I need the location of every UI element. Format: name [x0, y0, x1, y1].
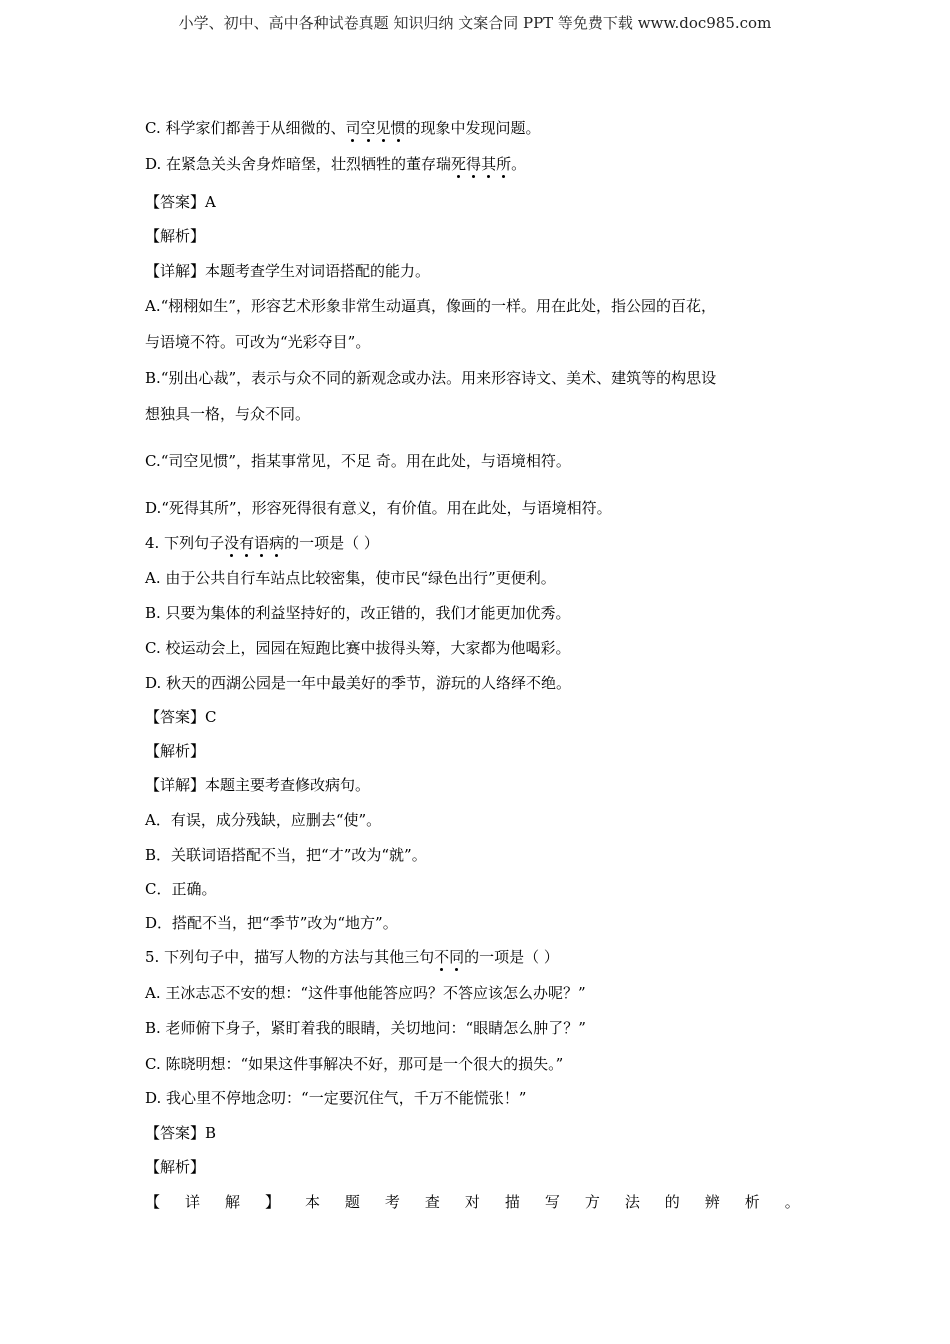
emphasis-char: 司 — [345, 119, 361, 137]
q5-option-b: B. 老师俯下身子，紧盯着我的眼睛，关切地问：“眼睛怎么肿了？” — [145, 1019, 586, 1037]
q3-answer: 【答案】A — [145, 193, 216, 211]
emphasis-char: 空 — [360, 119, 376, 137]
page-header: 小学、初中、高中各种试卷真题 知识归纳 文案合同 PPT 等免费下载 www.doc985.com — [178, 14, 772, 32]
emphasis-char: 死 — [451, 155, 467, 173]
emphasis-char: 不 — [434, 948, 450, 966]
emphasis-char: 语 — [254, 534, 270, 552]
q3-explain-a-2: 与语境不符。可改为“光彩夺目”。 — [145, 333, 371, 351]
q4-option-d: D. 秋天的西湖公园是一年中最美好的季节，游玩的人络绎不绝。 — [145, 674, 572, 692]
q5-option-c: C. 陈晓明想：“如果这件事解决不好，那可是一个很大的损失。” — [145, 1055, 564, 1073]
q5-stem: 5. 下列句子中，描写人物的方法与其他三句不同的一项是（ ） — [145, 948, 559, 966]
q4-option-b: B. 只要为集体的利益坚持好的，改正错的，我们才能更加优秀。 — [145, 604, 571, 622]
q4-answer: 【答案】C — [145, 708, 217, 726]
q4-stem: 4. 下列句子没有语病的一项是（ ） — [145, 534, 379, 552]
q5-option-a: A. 王冰志忑不安的想：“这件事他能答应吗？不答应该怎么办呢？” — [145, 984, 586, 1002]
emphasis-char: 有 — [239, 534, 255, 552]
emphasis-char: 得 — [466, 155, 482, 173]
q3-explain-a-1: A.“栩栩如生”，形容艺术形象非常生动逼真，像画的一样。用在此处，指公园的百花， — [145, 297, 716, 315]
q3-option-c: C. 科学家们都善于从细微的、司空见惯的现象中发现问题。 — [145, 119, 541, 137]
q3-explain-d: D.“死得其所”，形容死得很有意义，有价值。用在此处，与语境相符。 — [145, 499, 612, 517]
q3-explain-b-1: B.“别出心裁”，表示与众不同的新观念或办法。用来形容诗文、美术、建筑等的构思设 — [145, 369, 717, 387]
emphasis-char: 惯 — [390, 119, 406, 137]
q5-answer: 【答案】B — [145, 1124, 217, 1142]
q3-explain-b-2: 想独具一格，与众不同。 — [145, 405, 311, 423]
emphasis-char: 所 — [496, 155, 512, 173]
q3-option-d: D. 在紧急关头舍身炸暗堡，壮烈牺牲的董存瑞死得其所。 — [145, 155, 527, 173]
q4-explain-d: D．搭配不当，把“季节”改为“地方”。 — [145, 914, 398, 932]
q4-detail: 【详解】本题主要考查修改病句。 — [145, 776, 371, 794]
q4-option-a: A. 由于公共自行车站点比较密集，使市民“绿色出行”更便利。 — [145, 569, 556, 587]
q5-option-d: D. 我心里不停地念叨：“一定要沉住气，千万不能慌张！” — [145, 1089, 527, 1107]
q3-explain-c: C.“司空见惯”，指某事常见，不足 奇。用在此处，与语境相符。 — [145, 452, 571, 470]
emphasis-char: 病 — [269, 534, 285, 552]
q4-explain-c: C．正确。 — [145, 880, 217, 898]
q4-explain-b: B．关联词语搭配不当，把“才”改为“就”。 — [145, 846, 427, 864]
q3-detail: 【详解】本题考查学生对词语搭配的能力。 — [145, 262, 431, 280]
emphasis-char: 同 — [449, 948, 465, 966]
emphasis-char: 其 — [481, 155, 497, 173]
emphasis-char: 没 — [224, 534, 240, 552]
q5-analysis-label: 【解析】 — [145, 1158, 206, 1176]
q3-analysis-label: 【解析】 — [145, 227, 206, 245]
emphasis-char: 见 — [375, 119, 391, 137]
q5-detail: 【 详 解 】 本 题 考 查 对 描 写 方 法 的 辨 析 。 — [145, 1193, 800, 1211]
q4-explain-a: A．有误，成分残缺，应删去“使”。 — [145, 811, 382, 829]
q4-option-c: C. 校运动会上，园园在短跑比赛中拔得头筹，大家都为他喝彩。 — [145, 639, 571, 657]
q4-analysis-label: 【解析】 — [145, 742, 206, 760]
